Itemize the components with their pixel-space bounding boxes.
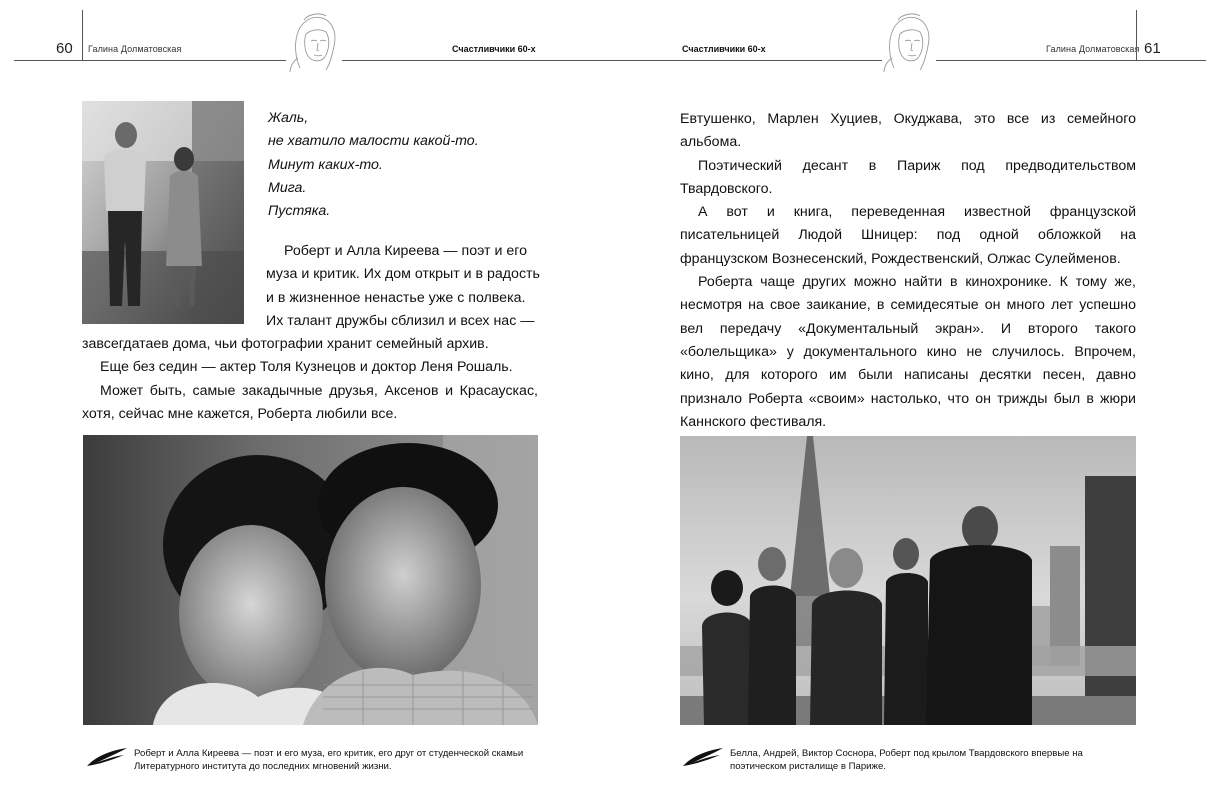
left-header-rule xyxy=(14,60,286,61)
text-line: муза и критик. Их дом открыт и в радость xyxy=(266,266,540,283)
poem-line: Пустяка. xyxy=(268,203,331,220)
text-line: Их талант дружбы сблизил и всех нас — xyxy=(266,312,535,329)
paragraph: Еще без седин — актер Толя Кузнецов и доктор Леня Рошаль. xyxy=(100,359,513,376)
text-line: Роберт и Алла Киреева — поэт и его xyxy=(284,243,527,259)
poem-line: Мига. xyxy=(268,179,307,196)
right-header-author: Галина Долматовская xyxy=(1046,44,1140,54)
left-paragraph-1-wrap xyxy=(266,240,538,333)
poem-line: Минут каких-то. xyxy=(268,156,383,173)
text-line: завсегдатаев дома, чьи фотографии хранит семейный архив. xyxy=(82,336,489,352)
left-header-portrait-sketch xyxy=(286,10,342,72)
poem-line: не хватило малости какой-то. xyxy=(268,133,479,150)
left-poem xyxy=(268,107,538,223)
paragraph: А вот и книга, переведенная известной французской писательницей Людой Шницер: под одной обложкой на французском Вознесенский, Рождественский, Олжас Сулейменов. xyxy=(680,204,1136,267)
photo-couple-standing xyxy=(82,101,244,324)
left-photo-caption: Роберт и Алла Киреева — поэт и его муза, его критик, его друг от студенческой скамьи Литературного института до последних мгновений жизни. xyxy=(134,748,524,772)
right-body-text xyxy=(680,108,1136,434)
left-body-text xyxy=(82,333,538,426)
poem-line: Жаль, xyxy=(268,110,309,126)
left-header-divider xyxy=(82,10,83,60)
center-header-rule xyxy=(342,60,882,61)
left-header-author: Галина Долматовская xyxy=(88,44,182,54)
paragraph: Евтушенко, Марлен Хуциев, Окуджава, это все из семейного альбома. xyxy=(680,111,1136,151)
right-header-divider xyxy=(1136,10,1137,60)
paragraph: Поэтический десант в Париж под предводительством Твардовского. xyxy=(680,157,1136,197)
text-line: и в жизненное ненастье уже с полвека. xyxy=(266,289,526,306)
right-header-rule xyxy=(936,60,1206,61)
photo-paris-group xyxy=(680,436,1136,725)
photo-robert-and-alla xyxy=(83,435,538,725)
left-header-title: Счастливчики 60-х xyxy=(452,44,536,54)
right-page-number: 61 xyxy=(1144,40,1161,57)
caption-swoosh-icon xyxy=(86,746,128,768)
left-page-number: 60 xyxy=(56,40,73,57)
paragraph: Может быть, самые закадычные друзья, Аксенов и Красаускас, хотя, сейчас мне кажется, Роберта любили все. xyxy=(82,382,538,422)
paragraph: Роберта чаще других можно найти в кинохронике. К тому же, несмотря на свое заикание, в семидесятые он много лет успешно вел передачу «Документальный экран». И второго такого «болельщика» у документального кино не случилось. Впрочем, кино, для которого им были написаны десятки песен, давно признало Роберта «своим» настолько, что он трижды был в жюри Каннского фестиваля. xyxy=(680,274,1136,430)
right-header-portrait-sketch xyxy=(880,10,936,72)
caption-swoosh-icon xyxy=(682,746,724,768)
right-photo-caption: Белла, Андрей, Виктор Соснора, Роберт под крылом Твардовского впервые на поэтическом ристалище в Париже. xyxy=(730,748,1083,772)
right-header-title: Счастливчики 60-х xyxy=(682,44,766,54)
